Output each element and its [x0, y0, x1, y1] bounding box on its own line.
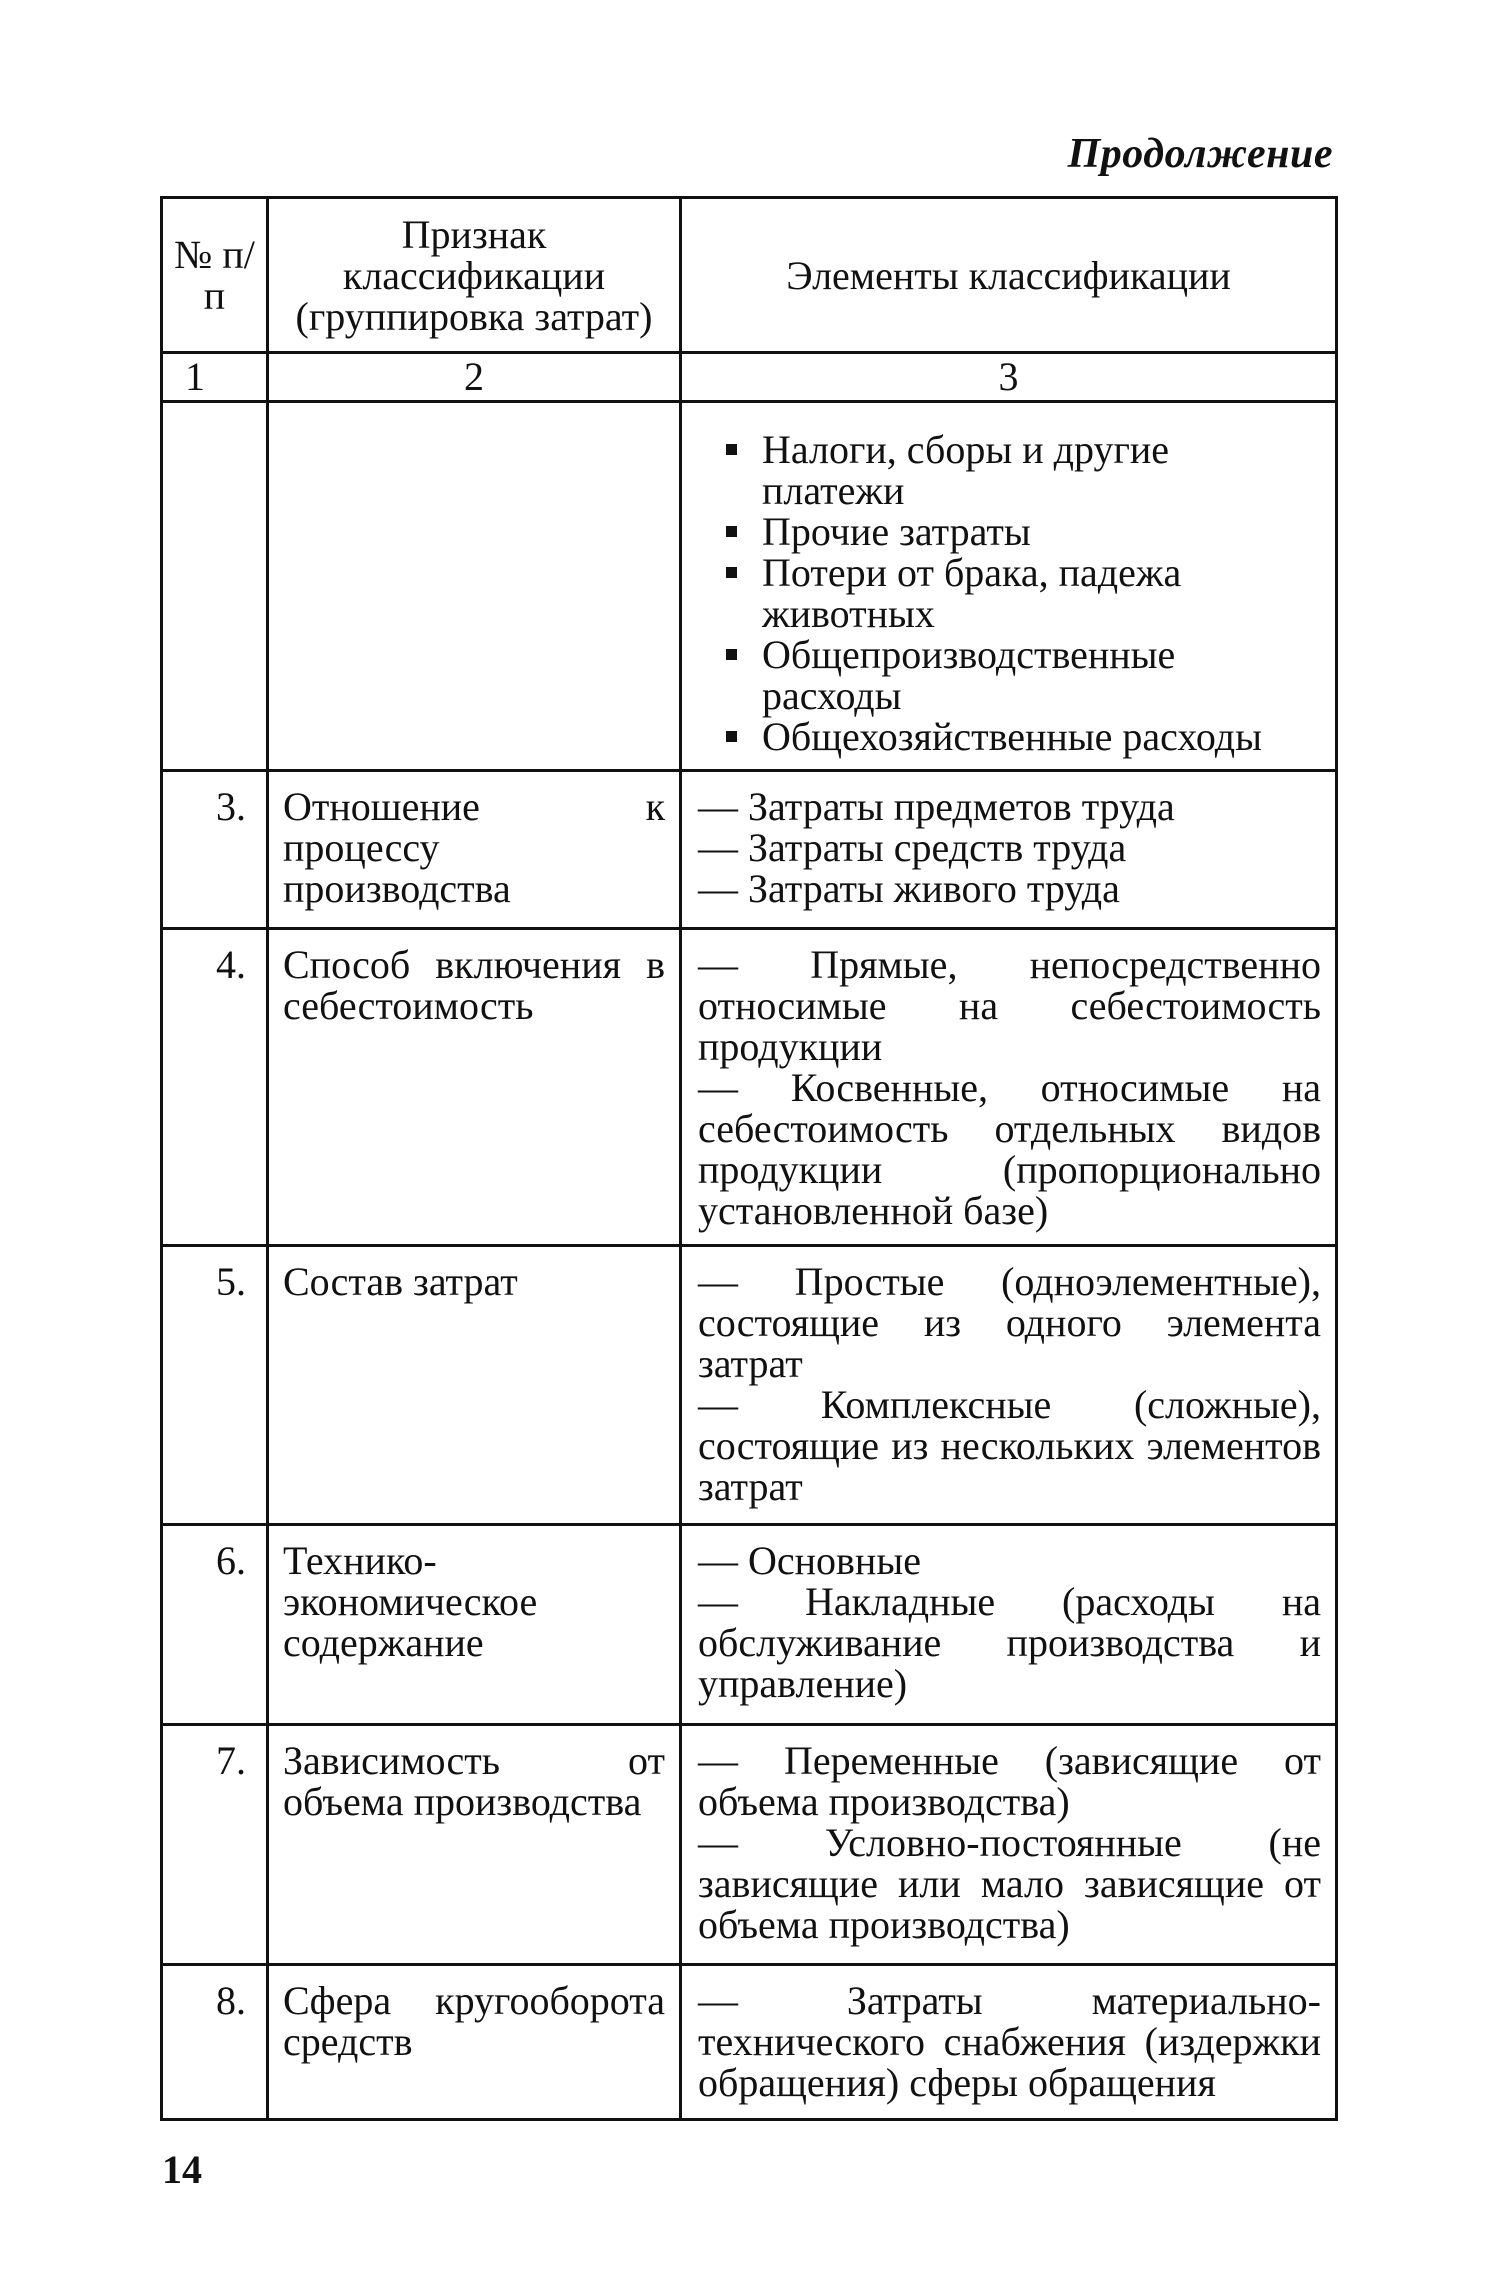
carryover-bullet-list: [681, 402, 1337, 771]
table-row: [162, 1965, 1337, 2120]
element-item: — Простые (одноэлементные), состоящие из одного элемента затрат: [698, 1259, 1321, 1386]
element-item: — Основные: [698, 1538, 921, 1583]
column-number-1: 1: [162, 353, 268, 402]
carryover-number-cell: [162, 402, 268, 771]
table-row: [162, 771, 1337, 929]
list-item: Налоги, сборы и другие платежи: [762, 429, 1321, 511]
element-item: — Условно-постоянные (не зависящие или мало зависящие от объема производства): [698, 1820, 1321, 1947]
row-classification-sign: Технико-экономическое содержание: [268, 1525, 681, 1725]
row-elements: [681, 1965, 1337, 2120]
cost-classification-table: [160, 196, 1338, 2121]
table-row-carryover: [162, 402, 1337, 771]
element-item: — Затраты живого труда: [698, 866, 1120, 911]
row-classification-sign: Отношение к процессу производства: [268, 771, 681, 929]
row-number: 5.: [162, 1246, 268, 1525]
table-row: [162, 1725, 1337, 1965]
square-bullet-icon: [726, 526, 737, 537]
row-classification-sign: Способ включения в себестоимость: [268, 929, 681, 1246]
carryover-sign-cell: [268, 402, 681, 771]
page-number: 14: [162, 2147, 202, 2192]
list-item: Общехозяйственные расходы: [762, 716, 1321, 757]
element-item: — Затраты материально-технического снабжения (издержки обращения) сферы обращения: [698, 1978, 1321, 2105]
element-item: — Косвенные, относимые на себестоимость отдельных видов продукции (пропорционально установленной базе): [698, 1065, 1321, 1233]
list-item: Прочие затраты: [762, 511, 1321, 552]
row-number: 3.: [162, 771, 268, 929]
row-number: 4.: [162, 929, 268, 1246]
header-number: № п/п: [162, 198, 268, 353]
table-row: [162, 1525, 1337, 1725]
row-number: 6.: [162, 1525, 268, 1725]
element-item: — Затраты предметов труда: [698, 784, 1175, 829]
header-classification-sign: Признак классификации (группировка затрат): [268, 198, 681, 353]
square-bullet-icon: [726, 649, 737, 660]
row-number: 7.: [162, 1725, 268, 1965]
continuation-label: Продолжение: [1067, 131, 1333, 177]
column-number-3: 3: [681, 353, 1337, 402]
element-item: — Переменные (зависящие от объема производства): [698, 1738, 1321, 1824]
column-number-row: [162, 353, 1337, 402]
table-row: [162, 929, 1337, 1246]
column-number-2: 2: [268, 353, 681, 402]
table-header-row: [162, 198, 1337, 353]
element-item: — Затраты средств труда: [698, 825, 1127, 870]
square-bullet-icon: [726, 731, 737, 742]
list-item: Общепроизводственные расходы: [762, 634, 1321, 716]
row-elements: [681, 929, 1337, 1246]
row-classification-sign: Зависимость от объема производства: [268, 1725, 681, 1965]
row-elements: [681, 1246, 1337, 1525]
row-elements: [681, 771, 1337, 929]
row-elements: [681, 1525, 1337, 1725]
row-classification-sign: Состав затрат: [268, 1246, 681, 1525]
table-row: [162, 1246, 1337, 1525]
element-item: — Прямые, непосредственно относимые на себестоимость продукции: [698, 942, 1321, 1069]
square-bullet-icon: [726, 444, 737, 455]
row-classification-sign: Сфера кругооборота средств: [268, 1965, 681, 2120]
row-elements: [681, 1725, 1337, 1965]
header-classification-elements: Элементы классификации: [681, 198, 1337, 353]
square-bullet-icon: [726, 567, 737, 578]
element-item: — Комплексные (сложные), состоящие из нескольких элементов затрат: [698, 1382, 1321, 1509]
row-number: 8.: [162, 1965, 268, 2120]
list-item: Потери от брака, падежа животных: [762, 552, 1321, 634]
element-item: — Накладные (расходы на обслуживание производства и управление): [698, 1579, 1321, 1706]
